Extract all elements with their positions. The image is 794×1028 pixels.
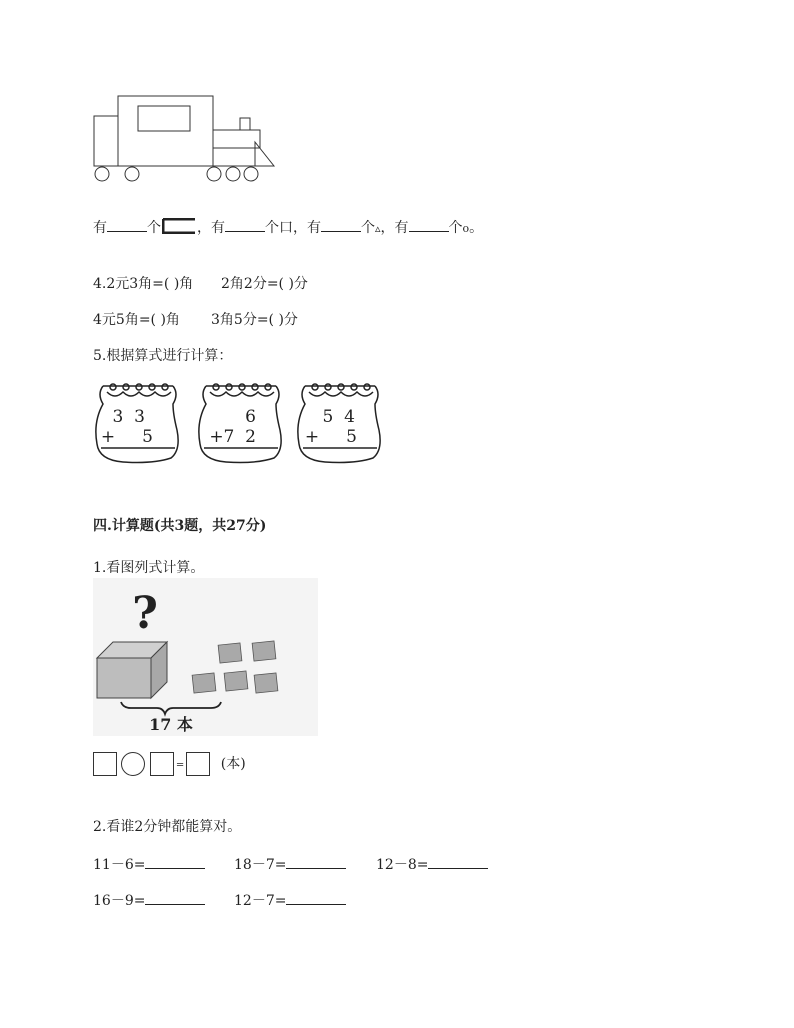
operator-circle[interactable] [121, 752, 145, 776]
s4-q2-title: 2.看谁2分钟都能算对。 [93, 819, 242, 835]
answer-blank[interactable] [286, 868, 346, 869]
text-segment: 有 [93, 220, 107, 236]
train-chimney-rect [240, 118, 250, 130]
answer-blank[interactable] [145, 904, 205, 905]
train-cowcatcher-triangle [255, 142, 274, 166]
train-window-rect [138, 106, 190, 131]
answer-blank[interactable] [107, 231, 147, 232]
q4-row1-item1: 4.2元3角=( )角 [93, 276, 194, 292]
bag-3 [295, 378, 385, 468]
section-4-title: 四.计算题(共3题，共27分) [93, 518, 267, 534]
text-segment: ，有 [380, 220, 409, 236]
bag-2-bottom: +7 2 [209, 427, 256, 447]
equals-sign: = [175, 760, 185, 771]
train-cab-rect [94, 116, 118, 166]
q4-row2-item1: 4元5角=( )角 [93, 312, 180, 328]
bag-1-top: 3 3 [112, 407, 145, 427]
unit-label: (本) [220, 756, 246, 772]
long-rectangle-shape-icon [162, 218, 196, 234]
train-wheel-1 [95, 167, 109, 181]
bag-3-bottom: + 5 [304, 427, 357, 447]
train-wheel-5 [244, 167, 258, 181]
q4-row1-item2: 2角2分=( )分 [221, 276, 308, 292]
calc-expression: 16－9= [93, 893, 146, 909]
answer-blank[interactable] [321, 231, 361, 232]
text-segment: 个口，有 [265, 220, 321, 236]
circle-shape-icon: o [462, 222, 470, 235]
calc-expression: 18－7= [234, 857, 287, 873]
text-segment: 。 [469, 220, 484, 236]
bag-1-bottom: + 5 [100, 427, 153, 447]
box-icon [97, 642, 167, 698]
calc-item [234, 854, 346, 874]
equation-row [93, 752, 246, 776]
calc-item [234, 890, 346, 910]
calc-item [93, 890, 205, 910]
text-segment: 个 [361, 220, 375, 236]
calc-item [376, 854, 488, 874]
answer-blank[interactable] [225, 231, 265, 232]
text-segment: 个 [147, 220, 161, 236]
train-front-upper-rect [213, 130, 260, 148]
answer-blank[interactable] [145, 868, 205, 869]
shape-count-line [93, 217, 483, 237]
q4-row2-item2: 3角5分=( )分 [211, 312, 298, 328]
answer-blank[interactable] [428, 868, 488, 869]
answer-blank[interactable] [286, 904, 346, 905]
train-wheel-3 [207, 167, 221, 181]
calc-expression: 12－8= [376, 857, 429, 873]
text-segment: 个 [448, 220, 463, 236]
s4-q1-title: 1.看图列式计算。 [93, 560, 205, 576]
bag-3-top: 5 4 [322, 407, 355, 427]
train-front-lower-rect [213, 148, 255, 166]
train-wheel-4 [226, 167, 240, 181]
calc-expression: 12－7= [234, 893, 287, 909]
answer-box[interactable] [186, 752, 210, 776]
question-mark: ? [132, 588, 158, 639]
answer-box[interactable] [93, 752, 117, 776]
answer-box[interactable] [150, 752, 174, 776]
books-picture [93, 578, 318, 736]
q5-title: 5.根据算式进行计算： [93, 348, 233, 364]
triangle-shape-icon: ▵ [375, 222, 381, 235]
calc-expression: 11－6= [93, 857, 146, 873]
bag-2-top: 6 [245, 407, 256, 427]
text-segment: ，有 [197, 220, 225, 236]
bag-1 [93, 378, 183, 468]
caption-17-books: 17 本 [149, 715, 193, 734]
train-picture [88, 90, 288, 190]
calc-item [93, 854, 205, 874]
answer-blank[interactable] [409, 231, 449, 232]
bag-2 [196, 378, 286, 468]
train-wheel-2 [125, 167, 139, 181]
